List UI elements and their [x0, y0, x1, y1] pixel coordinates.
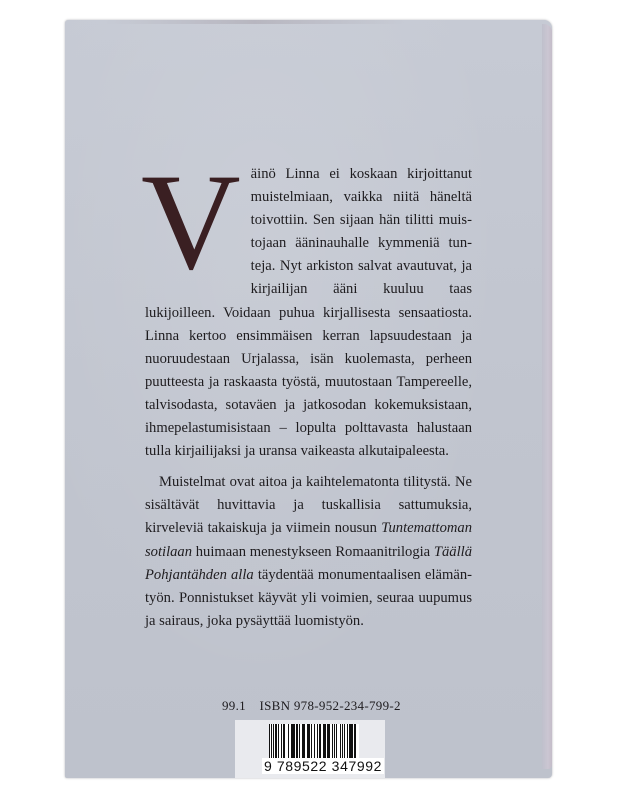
barcode-digits: 9 789522 347992: [264, 758, 382, 774]
barcode-icon: [269, 724, 359, 760]
isbn-number: ISBN 978-952-234-799-2: [259, 698, 401, 713]
blurb-paragraph-2: [145, 471, 472, 633]
blurb-paragraph-2-text-c: täydentää monumentaalisen elämäntyön. Ponnistukset käyvät yli voimien, seuraa uupumus ja sairaus, joka pysäyttää luomistyön.: [145, 566, 472, 629]
isbn-line: [222, 698, 401, 714]
barcode-sticker: [235, 720, 385, 778]
blurb-paragraph-1: [141, 145, 472, 463]
book-title-taalla-pohjantahden-alla: Täällä Pohjantähden alla: [145, 543, 472, 583]
cover-spine-edge: [542, 24, 552, 769]
cover-top-edge: [105, 20, 405, 24]
book-back-cover: [65, 20, 552, 778]
price-code: 99.1: [222, 698, 246, 713]
book-title-tuntematon-sotilas: Tuntemattoman sotilaan: [145, 520, 472, 560]
blurb-paragraph-2-text-b: huimaan menestykseen Romaanitrilogia: [192, 543, 434, 560]
blurb-paragraph-1-text: äinö Linna ei koskaan kirjoittanut muistelmiaan, vaikka niitä häneltä toivottiin. Sen sijaan hän tilitti muistojaan ääninauhalle kymmeniä tunteja. Nyt arkiston salvat avautuvat, ja kirjailijan ääni kuuluu taas lukijoilleen. Voidaan puhua kirjallisesta sensaatiosta. Linna kertoo ensimmäisen kerran lapsuudestaan ja nuoruudestaan Urjalassa, isän kuolemasta, perheen puutteesta ja raskaasta työstä, muutostaan Tampereelle, talvisodasta, sotaväen ja jatkosodan kokemuksistaan, ihmepelastumisistaan – lopulta polttavasta halustaan tulla kirjailijaksi ja uransa vaikeasta alkutaipaleesta.: [145, 166, 472, 460]
back-cover-blurb: [141, 145, 472, 633]
blurb-paragraph-2-text-a: Muistelmat ovat aitoa ja kaihtelematonta tilitystä. Ne sisältävät huvittavia ja tuskallisia sattumuksia, kirveleviä takaiskuja ja viimein nousun: [145, 474, 472, 537]
drop-cap-letter: V: [141, 145, 239, 298]
